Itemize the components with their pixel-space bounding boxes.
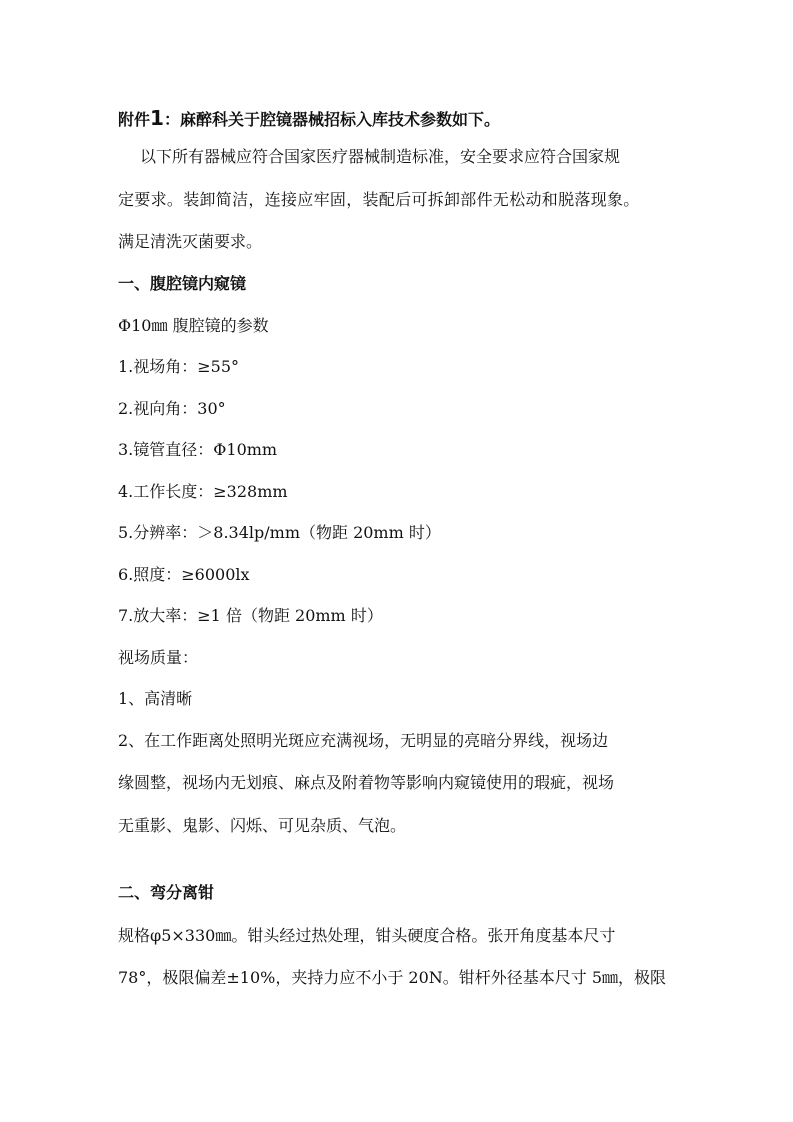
param-resolution: 5.分辨率：＞8.34lp/mm（物距 20mm 时） — [118, 523, 441, 542]
param-working-length: 4.工作长度：≥328mm — [118, 482, 288, 501]
section1-subheading: Φ10㎜ 腹腔镜的参数 — [118, 316, 269, 335]
section2-heading: 二、弯分离钳 — [118, 883, 215, 902]
section1-heading: 一、腹腔镜内窥镜 — [118, 274, 247, 293]
param-illuminance: 6.照度：≥6000lx — [118, 565, 250, 584]
document-title — [118, 108, 500, 130]
title-number: 1 — [150, 106, 164, 130]
intro-line-1: 以下所有器械应符合国家医疗器械制造标准，安全要求应符合国家规 — [140, 147, 621, 166]
quality-item-2-line-1: 2、在工作距离处照明光斑应充满视场，无明显的亮暗分界线，视场边 — [118, 731, 609, 750]
quality-item-2-line-2: 缘圆整，视场内无划痕、麻点及附着物等影响内窥镜使用的瑕疵，视场 — [118, 773, 615, 792]
param-view-angle: 1.视场角：≥55° — [118, 357, 240, 376]
title-prefix: 附件 — [118, 110, 151, 129]
intro-line-2: 定要求。装卸简洁，连接应牢固，装配后可拆卸部件无松动和脱落现象。 — [118, 190, 640, 209]
quality-item-2-line-3: 无重影、鬼影、闪烁、可见杂质、气泡。 — [118, 816, 407, 835]
param-magnification: 7.放大率：≥1 倍（物距 20mm 时） — [118, 606, 383, 625]
section2-line-1: 规格φ5×330㎜。钳头经过热处理，钳头硬度合格。张开角度基本尺寸 — [118, 926, 616, 945]
quality-item-1: 1、高清晰 — [118, 689, 193, 708]
intro-line-3: 满足清洗灭菌要求。 — [118, 232, 263, 251]
param-tube-diameter: 3.镜管直径：Φ10mm — [118, 440, 278, 459]
param-view-direction: 2.视向角：30° — [118, 399, 226, 418]
section2-line-2: 78°，极限偏差±10%，夹持力应不小于 20N。钳杆外径基本尺寸 5㎜，极限 — [118, 968, 667, 987]
quality-label: 视场质量： — [118, 648, 199, 667]
title-text: ：麻醉科关于腔镜器械招标入库技术参数如下。 — [163, 110, 500, 129]
